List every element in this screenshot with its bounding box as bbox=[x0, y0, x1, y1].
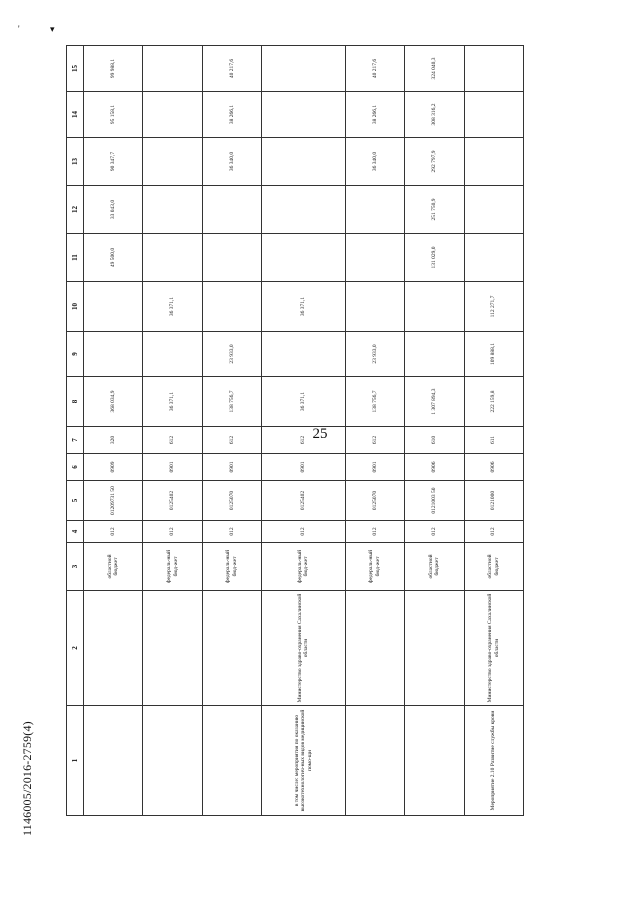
table-cell bbox=[405, 706, 464, 816]
column-header: 3 bbox=[67, 543, 84, 591]
table-cell bbox=[84, 706, 143, 816]
table-cell: 36 371,1 bbox=[262, 377, 346, 427]
table-row bbox=[464, 46, 523, 816]
table-cell: 012 bbox=[143, 521, 202, 543]
column-header: 5 bbox=[67, 481, 84, 521]
table-cell bbox=[143, 92, 202, 138]
table-row bbox=[345, 46, 404, 816]
table-cell: 38 266,1 bbox=[202, 92, 261, 138]
table-cell: 23 933,0 bbox=[202, 332, 261, 377]
column-header: 15 bbox=[67, 46, 84, 92]
table-row bbox=[143, 46, 202, 816]
scan-mark: ' bbox=[18, 24, 20, 34]
table-cell: 012 bbox=[345, 521, 404, 543]
table-cell bbox=[262, 138, 346, 186]
column-header: 13 bbox=[67, 138, 84, 186]
table-cell: 012 bbox=[464, 521, 523, 543]
table-cell: 0121003 50 bbox=[405, 481, 464, 521]
table-cell: 0125402 bbox=[143, 481, 202, 521]
table-cell: 49 500,0 bbox=[84, 234, 143, 282]
table-cell: 0901 bbox=[262, 454, 346, 481]
table-cell: 40 217,6 bbox=[345, 46, 404, 92]
table-cell: 0901 bbox=[143, 454, 202, 481]
table-cell: 138 756,7 bbox=[345, 377, 404, 427]
table-cell bbox=[143, 706, 202, 816]
table-cell bbox=[345, 186, 404, 234]
table-cell: 292 797,9 bbox=[405, 138, 464, 186]
table-cell: 33 043,0 bbox=[84, 186, 143, 234]
table-cell: 612 bbox=[345, 427, 404, 454]
table-cell: 368 034,9 bbox=[84, 377, 143, 427]
table-cell bbox=[262, 234, 346, 282]
table-row bbox=[262, 46, 346, 816]
column-header: 12 bbox=[67, 186, 84, 234]
column-header: 4 bbox=[67, 521, 84, 543]
table-cell: Министерство здраво-охранения Сахалинской области bbox=[464, 591, 523, 706]
column-header: 10 bbox=[67, 282, 84, 332]
table-cell bbox=[262, 92, 346, 138]
table-cell: 112 271,7 bbox=[464, 282, 523, 332]
table-frame bbox=[66, 46, 524, 816]
table-cell: 320 bbox=[84, 427, 143, 454]
table-cell: федераль-ный бюд-жет bbox=[262, 543, 346, 591]
table-cell bbox=[84, 332, 143, 377]
table-cell bbox=[143, 591, 202, 706]
footer-code: 1146005/2016-2759(4) bbox=[20, 721, 34, 836]
table-cell: 324 040,3 bbox=[405, 46, 464, 92]
data-table bbox=[66, 45, 524, 816]
table-cell: 0906 bbox=[464, 454, 523, 481]
scan-mark: ▾ bbox=[50, 24, 55, 34]
table-body bbox=[84, 46, 524, 816]
table-cell: Мероприятие 2.10 Развитие службы крови bbox=[464, 706, 523, 816]
table-cell: 138 756,7 bbox=[202, 377, 261, 427]
table-cell: 308 316,2 bbox=[405, 92, 464, 138]
table-cell bbox=[345, 234, 404, 282]
table-cell: 610 bbox=[405, 427, 464, 454]
table-cell bbox=[345, 706, 404, 816]
table-cell: федераль-ный бюд-жет bbox=[143, 543, 202, 591]
table-cell bbox=[202, 706, 261, 816]
table-cell: 612 bbox=[202, 427, 261, 454]
table-cell bbox=[143, 332, 202, 377]
table-cell bbox=[345, 591, 404, 706]
table-cell: 0125070 bbox=[345, 481, 404, 521]
table-cell bbox=[405, 591, 464, 706]
table-cell: Министерство здраво-охранения Сахалинской области bbox=[262, 591, 346, 706]
table-cell: 36 340,0 bbox=[345, 138, 404, 186]
table-cell bbox=[143, 138, 202, 186]
table-cell: 40 217,6 bbox=[202, 46, 261, 92]
table-cell bbox=[464, 186, 523, 234]
table-cell: 612 bbox=[143, 427, 202, 454]
table-cell: 38 266,1 bbox=[345, 92, 404, 138]
table-cell bbox=[143, 46, 202, 92]
table-cell: 612 bbox=[262, 427, 346, 454]
table-cell: 0121000 bbox=[464, 481, 523, 521]
table-cell: 109 888,1 bbox=[464, 332, 523, 377]
table-cell: 012 bbox=[202, 521, 261, 543]
table-cell: 0909 bbox=[84, 454, 143, 481]
table-cell: 90 347,7 bbox=[84, 138, 143, 186]
table-cell: 251 750,9 bbox=[405, 186, 464, 234]
table-cell: 01209731 50 bbox=[84, 481, 143, 521]
table-cell: 36 340,0 bbox=[202, 138, 261, 186]
column-header: 1 bbox=[67, 706, 84, 816]
table-cell: 99 988,1 bbox=[84, 46, 143, 92]
table-row bbox=[405, 46, 464, 816]
table-cell bbox=[202, 282, 261, 332]
table-cell: федераль-ный бюд-жет bbox=[345, 543, 404, 591]
table-cell: федераль-ный бюд-жет bbox=[202, 543, 261, 591]
table-cell: 36 371,1 bbox=[143, 282, 202, 332]
table-cell bbox=[84, 591, 143, 706]
header-row bbox=[67, 46, 84, 816]
table-cell bbox=[202, 591, 261, 706]
table-cell bbox=[464, 138, 523, 186]
column-header: 14 bbox=[67, 92, 84, 138]
table-cell: 012 bbox=[262, 521, 346, 543]
table-cell: 131 029,0 bbox=[405, 234, 464, 282]
table-cell bbox=[262, 186, 346, 234]
table-row bbox=[202, 46, 261, 816]
table-cell: 36 371,1 bbox=[143, 377, 202, 427]
table-cell: областной бюджет bbox=[405, 543, 464, 591]
table-cell: 0901 bbox=[202, 454, 261, 481]
table-cell: 222 159,8 bbox=[464, 377, 523, 427]
table-cell: 012 bbox=[405, 521, 464, 543]
table-cell: 23 933,0 bbox=[345, 332, 404, 377]
table-cell: 0901 bbox=[345, 454, 404, 481]
table-cell bbox=[464, 46, 523, 92]
table-cell bbox=[143, 234, 202, 282]
table-cell bbox=[262, 332, 346, 377]
table-cell: 0906 bbox=[405, 454, 464, 481]
table-cell: в том числе: мероприятия по оказанию высокотехнологич-ных видов медицинской помо-щи bbox=[262, 706, 346, 816]
column-header: 7 bbox=[67, 427, 84, 454]
table-cell: 36 371,1 bbox=[262, 282, 346, 332]
table-cell bbox=[84, 282, 143, 332]
table-cell bbox=[405, 282, 464, 332]
column-header: 8 bbox=[67, 377, 84, 427]
table-cell: 611 bbox=[464, 427, 523, 454]
page-number: 25 bbox=[312, 426, 328, 442]
table-row bbox=[84, 46, 143, 816]
table-cell: 95 158,1 bbox=[84, 92, 143, 138]
column-header: 11 bbox=[67, 234, 84, 282]
table-cell: 0125070 bbox=[202, 481, 261, 521]
column-header: 6 bbox=[67, 454, 84, 481]
table-cell bbox=[464, 234, 523, 282]
table-cell bbox=[405, 332, 464, 377]
table-cell: 1 307 894,3 bbox=[405, 377, 464, 427]
table-cell: 0125402 bbox=[262, 481, 346, 521]
table-cell bbox=[464, 92, 523, 138]
table-cell bbox=[202, 186, 261, 234]
table-cell bbox=[202, 234, 261, 282]
table-cell: 012 bbox=[84, 521, 143, 543]
table-cell bbox=[143, 186, 202, 234]
table-cell: областной бюджет bbox=[464, 543, 523, 591]
table-cell bbox=[345, 282, 404, 332]
table-cell bbox=[262, 46, 346, 92]
column-header: 9 bbox=[67, 332, 84, 377]
table-cell: областной бюджет bbox=[84, 543, 143, 591]
column-header: 2 bbox=[67, 591, 84, 706]
